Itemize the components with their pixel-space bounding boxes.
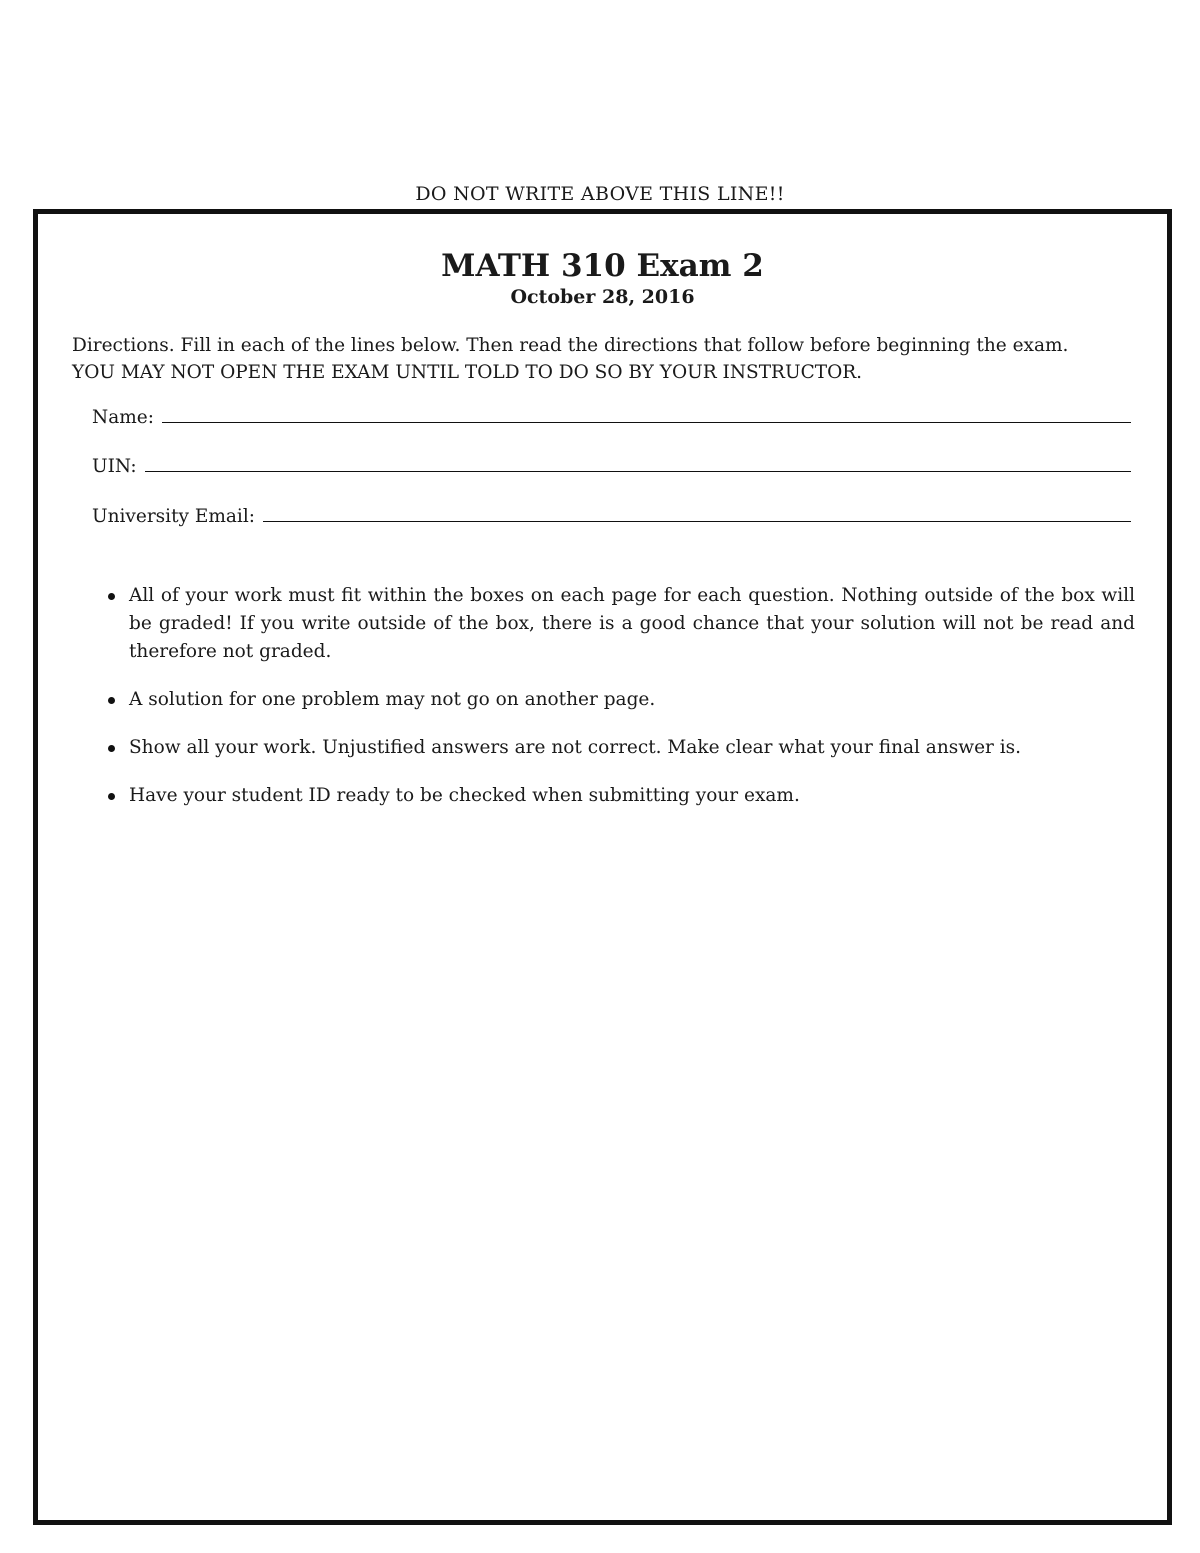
top-warning-text: DO NOT WRITE ABOVE THIS LINE!! <box>415 183 785 205</box>
bullet-icon <box>108 793 115 800</box>
email-write-line[interactable] <box>263 520 1131 522</box>
rule-text: A solution for one problem may not go on another page. <box>129 689 656 710</box>
email-field[interactable] <box>92 506 1131 527</box>
bullet-icon <box>108 697 115 704</box>
directions <box>72 332 1137 386</box>
directions-warning: YOU MAY NOT OPEN THE EXAM UNTIL TOLD TO DO SO BY YOUR INSTRUCTOR. <box>72 362 863 383</box>
exam-title: MATH 310 Exam 2 <box>441 248 764 284</box>
uin-label: UIN: <box>92 456 137 477</box>
name-label: Name: <box>92 407 154 428</box>
rule-text: All of your work must fit within the boxes on each page for each question. Nothing outside of the box will be graded! If you write outside of the box, there is a good chance that your solution will not be read and therefore not graded. <box>129 585 1135 662</box>
name-field[interactable] <box>92 407 1131 428</box>
list-item <box>104 782 1135 810</box>
uin-write-line[interactable] <box>145 470 1131 472</box>
list-item <box>104 686 1135 714</box>
bullet-icon <box>108 593 115 600</box>
name-write-line[interactable] <box>162 421 1131 423</box>
list-item <box>104 734 1135 762</box>
exam-cover-box <box>33 209 1172 1525</box>
email-label: University Email: <box>92 506 255 527</box>
list-item <box>104 582 1135 666</box>
rules-list <box>104 582 1135 830</box>
rule-text: Show all your work. Unjustified answers are not correct. Make clear what your final answer is. <box>129 737 1022 758</box>
rule-text: Have your student ID ready to be checked when submitting your exam. <box>129 785 800 806</box>
exam-date: October 28, 2016 <box>510 286 695 308</box>
directions-text: Directions. Fill in each of the lines below. Then read the directions that follow before beginning the exam. <box>72 335 1069 356</box>
bullet-icon <box>108 745 115 752</box>
uin-field[interactable] <box>92 456 1131 477</box>
